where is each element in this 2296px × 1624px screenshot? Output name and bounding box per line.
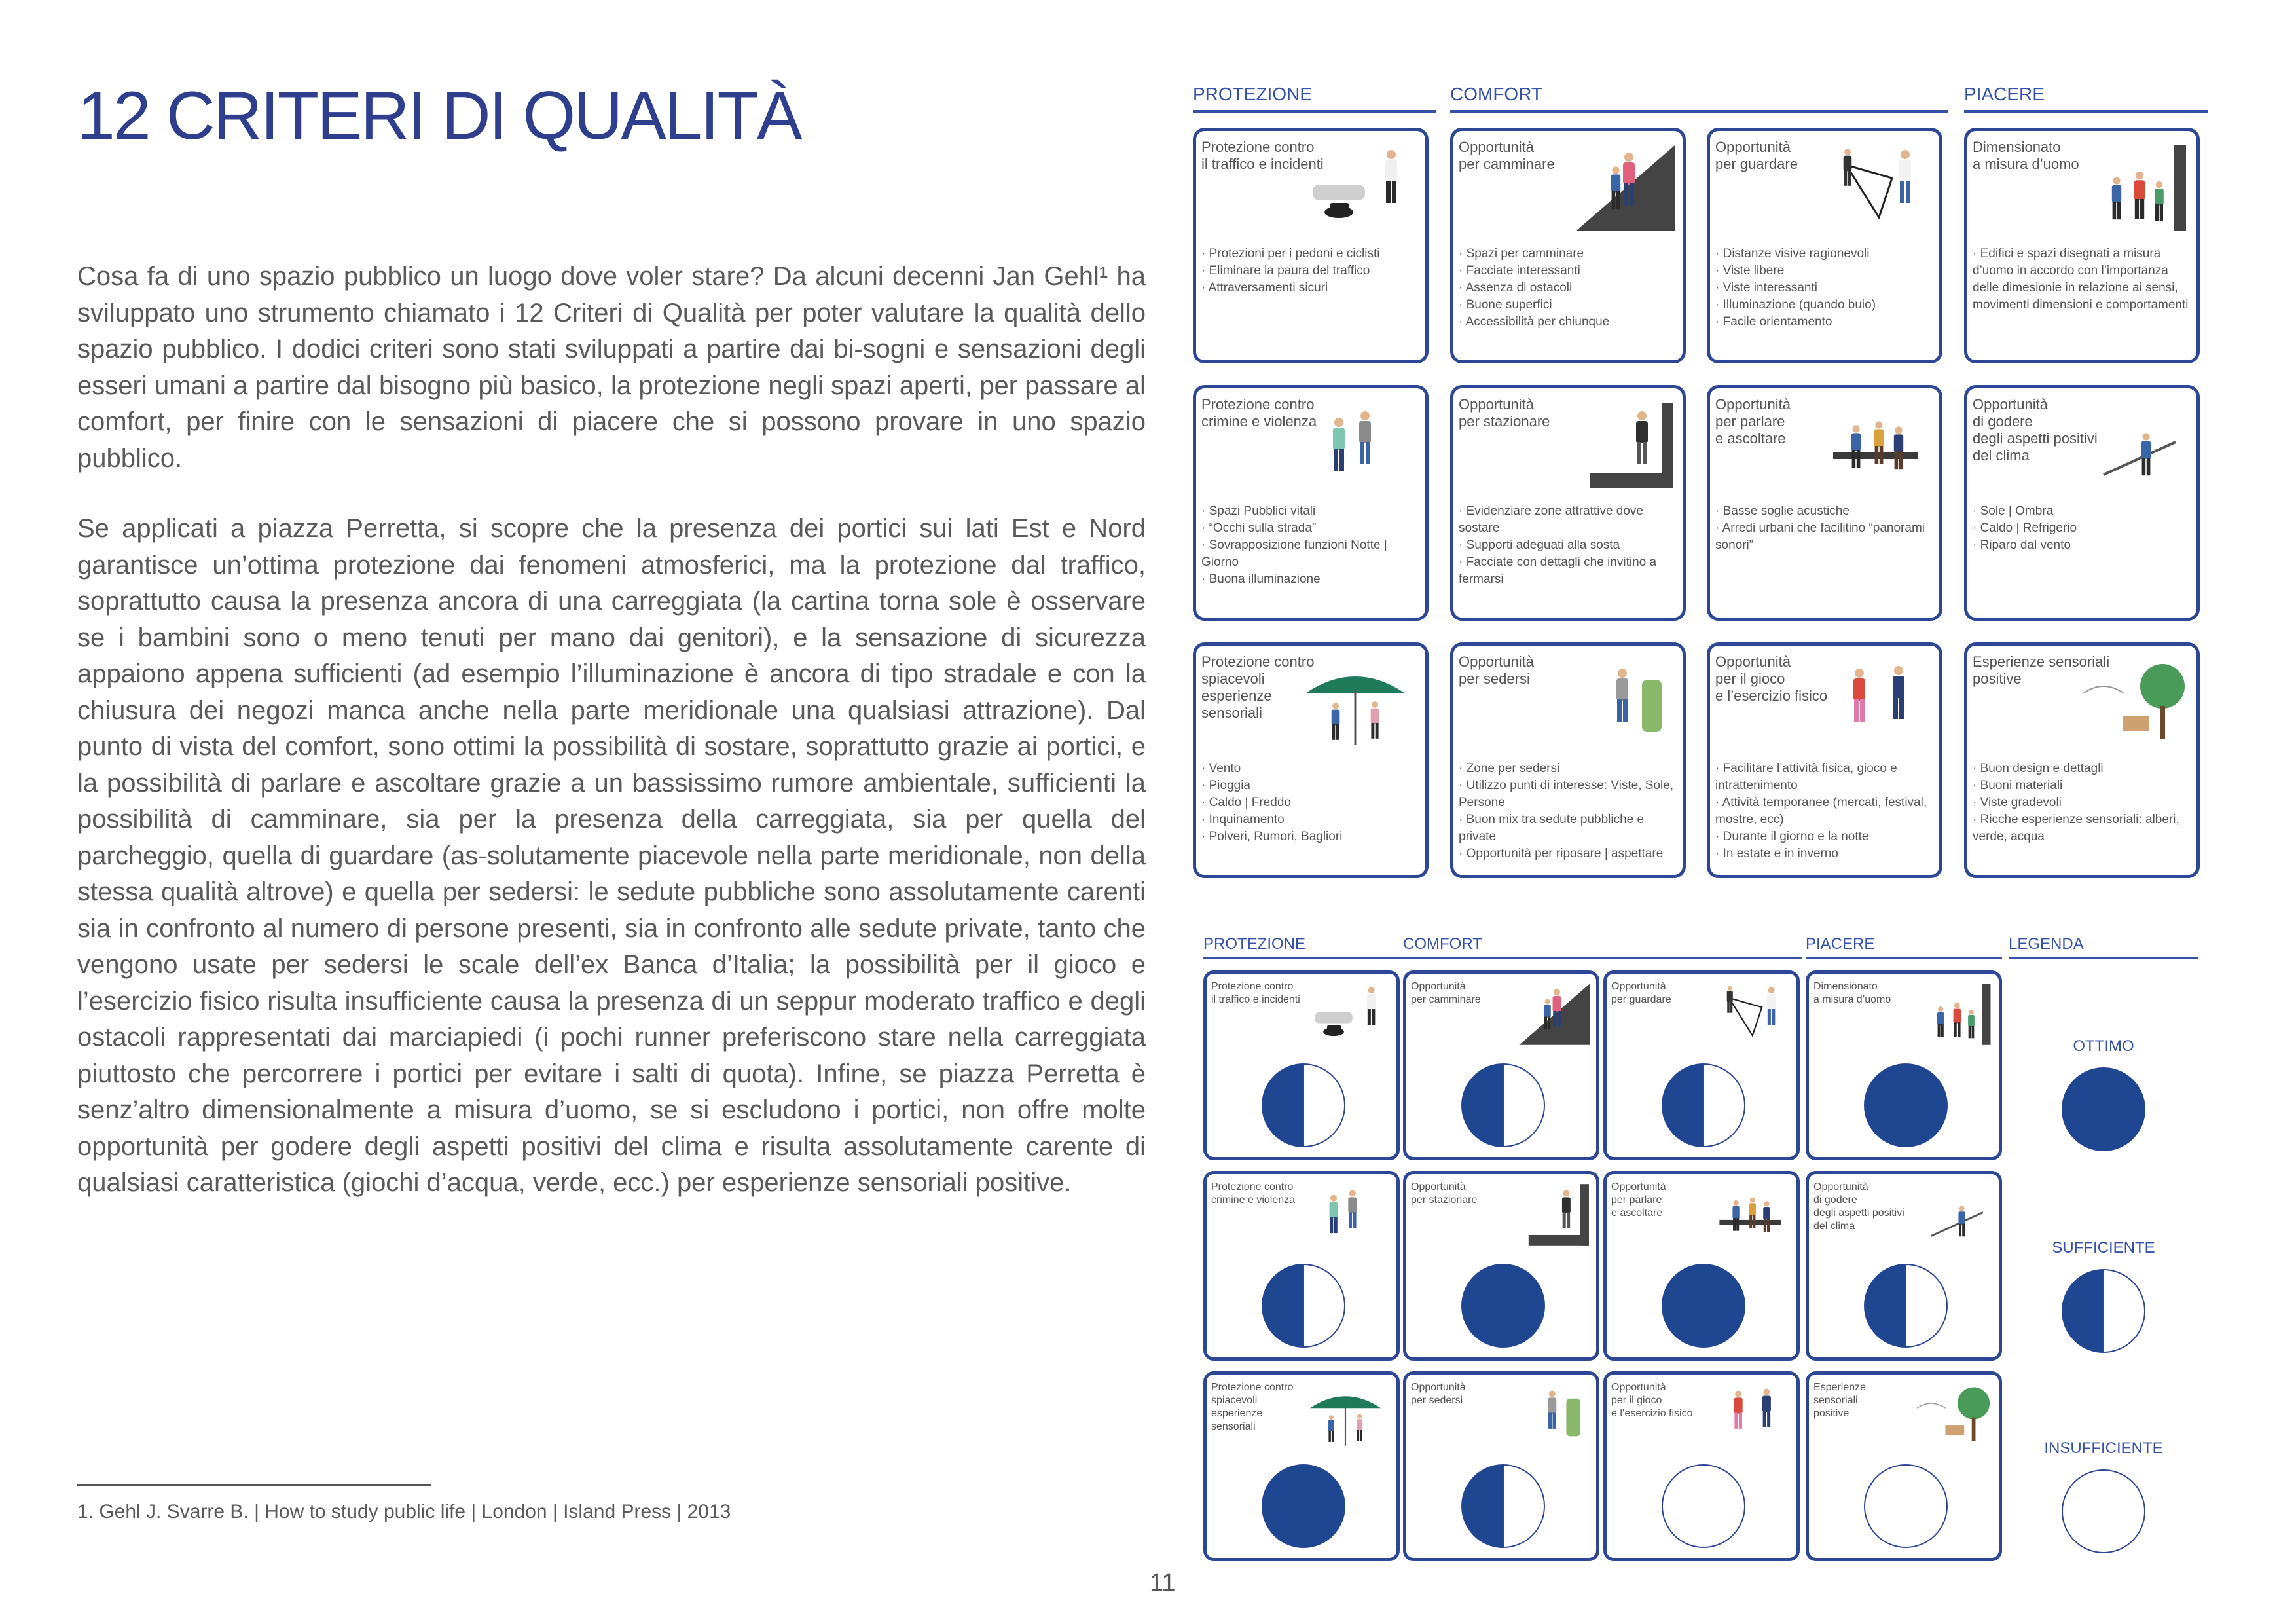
criterion-card <box>1450 642 1686 878</box>
rating-full-icon <box>1460 1263 1546 1349</box>
criterion-title: Opportunità per stazionare <box>1459 396 1550 430</box>
walking-icon <box>1499 979 1591 1050</box>
criterion-item: · Vento <box>1201 760 1424 777</box>
criterion-item: · Evidenziare zone attrattive dove sostare <box>1459 503 1681 537</box>
criterion-item: · Assenza di ostacoli <box>1459 280 1681 297</box>
criterion-item: · Ricche esperienze sensoriali: alberi, verde, acqua <box>1973 811 2195 845</box>
footnote-divider <box>77 1484 431 1486</box>
tree-icon <box>2064 654 2189 752</box>
criterion-item: · Distanze visive ragionevoli <box>1715 246 1938 263</box>
criterion-item: · Spazi Pubblici vitali <box>1201 503 1424 520</box>
rating-card <box>1603 970 1800 1160</box>
criterion-list <box>1973 503 2195 554</box>
criterion-list <box>1973 760 2195 845</box>
category-protezione: PROTEZIONE <box>1193 84 1313 104</box>
criterion-list <box>1715 503 1938 554</box>
talking-icon <box>1807 396 1931 494</box>
rating-card-title: Esperienze sensoriali positive <box>1813 1382 1867 1419</box>
standing-icon <box>1550 396 1675 494</box>
rating-card <box>1403 970 1599 1160</box>
looking-icon <box>1807 139 1931 237</box>
rating-full-icon <box>1863 1062 1949 1149</box>
criterion-card <box>1450 128 1686 363</box>
criterion-item: · Eliminare la paura del traffico <box>1201 263 1424 280</box>
umbrella-icon <box>1300 1380 1391 1450</box>
criterion-item: · Sovrapposizione funzioni Notte | Giorno <box>1201 537 1424 571</box>
criterion-list <box>1201 760 1424 845</box>
summary-category-comfort: COMFORT <box>1403 935 1482 953</box>
climate-icon <box>2064 396 2189 494</box>
rating-card <box>1806 970 2002 1160</box>
criterion-card <box>1964 385 2200 621</box>
summary-category-line-piacere <box>1806 957 2002 959</box>
sitting-icon <box>1499 1380 1591 1450</box>
criterion-item: · Inquinamento <box>1201 811 1424 828</box>
criterion-title: Protezione contro crimine e violenza <box>1201 396 1317 430</box>
standing-icon <box>1499 1179 1591 1250</box>
criterion-item: · Edifici e spazi disegnati a misura d’uomo in accordo con l’importanza delle dimesionie in relazione ai sensi, movimenti dimensioni e comportamenti <box>1973 246 2195 314</box>
criterion-item: · Polveri, Rumori, Bagliori <box>1201 828 1424 845</box>
criterion-item: · “Occhi sulla strada” <box>1201 520 1424 537</box>
rating-card <box>1203 1371 1400 1561</box>
umbrella-icon <box>1293 654 1417 752</box>
criterion-item: · Caldo | Refrigerio <box>1973 520 2195 537</box>
criterion-item: · Pioggia <box>1201 777 1424 794</box>
criterion-list <box>1973 246 2195 314</box>
looking-icon <box>1700 979 1791 1050</box>
criterion-item: · Facciate interessanti <box>1459 263 1681 280</box>
criterion-item: · Attività temporanee (mercati, festival, mostre, ecc) <box>1715 794 1938 828</box>
criterion-item: · In estate e in inverno <box>1715 845 1938 862</box>
rating-card <box>1603 1171 1800 1361</box>
play-icon <box>1700 1380 1791 1450</box>
summary-category-line-protezione <box>1203 957 1408 959</box>
rating-card-title: Opportunità per guardare <box>1611 981 1671 1005</box>
criterion-title: Opportunità per camminare <box>1459 139 1555 172</box>
criterion-card <box>1707 642 1942 878</box>
human-scale-icon <box>1902 979 1994 1050</box>
page-number: 11 <box>1150 1569 1176 1596</box>
rating-card <box>1203 970 1400 1160</box>
criterion-item: · Facile orientamento <box>1715 314 1938 331</box>
criterion-item: · Attraversamenti sicuri <box>1201 280 1424 297</box>
criterion-item: · Viste interessanti <box>1715 280 1938 297</box>
rating-card-title: Opportunità per camminare <box>1411 981 1481 1005</box>
category-line-piacere <box>1964 110 2208 113</box>
criterion-title: Opportunità di godere degli aspetti positivi del clima <box>1973 396 2098 464</box>
rating-card-title: Protezione contro spiacevoli esperienze sensoriali <box>1211 1382 1294 1432</box>
criterion-card <box>1450 385 1686 621</box>
intro-paragraph: Cosa fa di uno spazio pubblico un luogo dove voler stare? Da alcuni decenni Jan Gehl¹ ha sviluppato uno strumento chiamato i 12 Criteri di Qualità per poter valutare la qualità dello spazio pubblico. I dodici criteri sono stati sviluppati a partire dai bi-sogni e sensazioni degli esseri umani a partire dal bisogno più basico, la protezione negli spazi aperti, per passare al comfort, per finire con le sensazioni di piacere che si possono provare in uno spazio pubblico. <box>77 262 1146 473</box>
rating-card <box>1806 1171 2002 1361</box>
rating-card-title: Opportunità per parlare e ascoltare <box>1611 1181 1666 1219</box>
rating-card <box>1806 1371 2002 1561</box>
criterion-item: · Basse soglie acustiche <box>1715 503 1938 520</box>
criterion-item: · Viste libere <box>1715 263 1938 280</box>
human-scale-icon <box>2064 139 2189 237</box>
rating-full-icon <box>1260 1463 1347 1549</box>
criterion-item: · Sole | Ombra <box>1973 503 2195 520</box>
rating-card-title: Opportunità per sedersi <box>1411 1382 1466 1406</box>
sitting-icon <box>1550 654 1675 752</box>
criterion-card <box>1964 128 2200 363</box>
traffic-icon <box>1293 139 1417 237</box>
legend-label: INSUFFICIENTE <box>2044 1439 2163 1457</box>
criterion-item: · Durante il giorno e la notte <box>1715 828 1938 845</box>
rating-card <box>1403 1171 1599 1361</box>
climate-icon <box>1902 1179 1994 1250</box>
criterion-list <box>1715 246 1938 331</box>
legend-half-icon <box>2060 1268 2147 1354</box>
criterion-title: Dimensionato a misura d’uomo <box>1973 139 2079 172</box>
rating-card <box>1603 1371 1800 1561</box>
category-line-comfort <box>1450 110 1948 113</box>
rating-half-icon <box>1863 1263 1949 1349</box>
criterion-item: · Illuminazione (quando buio) <box>1715 297 1938 314</box>
rating-half-icon <box>1660 1062 1747 1149</box>
criterion-card <box>1193 128 1429 363</box>
tree-icon <box>1902 1380 1994 1450</box>
criterion-item: · Supporti adeguati alla sosta <box>1459 537 1681 554</box>
traffic-icon <box>1300 979 1391 1050</box>
criterion-item: · Buone superfici <box>1459 297 1681 314</box>
page-title: 12 CRITERI DI QUALITÀ <box>77 78 801 154</box>
criterion-item: · Facilitare l’attività fisica, gioco e intrattenimento <box>1715 760 1938 794</box>
summary-category-line-comfort <box>1403 957 1802 959</box>
criterion-item: · Zone per sedersi <box>1459 760 1681 777</box>
rating-card-title: Opportunità per il gioco e l’esercizio fisico <box>1611 1382 1693 1419</box>
criterion-item: · Caldo | Freddo <box>1201 794 1424 811</box>
rating-card-title: Protezione contro crimine e violenza <box>1211 1181 1296 1206</box>
legend-full-icon <box>2060 1066 2147 1153</box>
talking-icon <box>1700 1179 1791 1250</box>
criterion-item: · Buon mix tra sedute pubbliche e private <box>1459 811 1681 845</box>
summary-category-legenda: LEGENDA <box>2009 935 2084 953</box>
summary-category-protezione: PROTEZIONE <box>1203 935 1306 953</box>
footnote: 1. Gehl J. Svarre B. | How to study public life | London | Island Press | 2013 <box>77 1501 731 1522</box>
rating-card <box>1203 1171 1400 1361</box>
criterion-title: Opportunità per parlare e ascoltare <box>1715 396 1791 447</box>
criterion-item: · Buona illuminazione <box>1201 571 1424 588</box>
rating-half-icon <box>1460 1463 1546 1549</box>
criterion-card <box>1193 642 1429 878</box>
criterion-title: Esperienze sensoriali positive <box>1973 654 2110 687</box>
criterion-title: Protezione contro spiacevoli esperienze sensoriali <box>1201 654 1315 721</box>
rating-card-title: Dimensionato a misura d’uomo <box>1813 981 1891 1005</box>
criterion-item: · Riparo dal vento <box>1973 537 2195 554</box>
legend-empty-icon <box>2060 1468 2147 1555</box>
criterion-item: · Spazi per camminare <box>1459 246 1681 263</box>
criterion-list <box>1201 246 1424 297</box>
criterion-list <box>1201 503 1424 588</box>
criterion-card <box>1707 385 1942 621</box>
walking-icon <box>1550 139 1675 237</box>
legend-label: OTTIMO <box>2073 1037 2134 1055</box>
summary-category-piacere: PIACERE <box>1806 935 1875 953</box>
criterion-item: · Protezioni per i pedoni e ciclisti <box>1201 246 1424 263</box>
legend-label: SUFFICIENTE <box>2052 1239 2155 1257</box>
criterion-title: Opportunità per sedersi <box>1459 654 1534 687</box>
criterion-list <box>1459 503 1681 588</box>
criterion-item: · Buon design e dettagli <box>1973 760 2195 777</box>
rating-card-title: Protezione contro il traffico e incidenti <box>1211 981 1300 1005</box>
criterion-item: · Opportunità per riposare | aspettare <box>1459 845 1681 862</box>
rating-empty-icon <box>1660 1463 1747 1549</box>
rating-half-icon <box>1460 1062 1546 1149</box>
play-icon <box>1807 654 1931 752</box>
rating-half-icon <box>1260 1062 1347 1149</box>
criterion-item: · Utilizzo punti di interesse: Viste, Sole, Persone <box>1459 777 1681 811</box>
criterion-card <box>1193 385 1429 621</box>
criterion-title: Opportunità per guardare <box>1715 139 1798 172</box>
criterion-list <box>1459 760 1681 862</box>
criterion-card <box>1964 642 2200 878</box>
criterion-list <box>1459 246 1681 331</box>
category-piacere: PIACERE <box>1964 84 2045 104</box>
criterion-card <box>1707 128 1942 363</box>
crime-icon <box>1300 1179 1391 1250</box>
criterion-list <box>1715 760 1938 862</box>
criterion-item: · Accessibilità per chiunque <box>1459 314 1681 331</box>
criterion-title: Protezione contro il traffico e incidenti <box>1201 139 1324 172</box>
criterion-item: · Facciate con dettagli che invitino a fermarsi <box>1459 554 1681 588</box>
rating-card-title: Opportunità per stazionare <box>1411 1181 1478 1206</box>
category-line-protezione <box>1193 110 1436 113</box>
criterion-item: · Arredi urbani che facilitino “panorami sonori” <box>1715 520 1938 554</box>
criterion-title: Opportunità per il gioco e l’esercizio fisico <box>1715 654 1828 704</box>
rating-card-title: Opportunità di godere degli aspetti positivi del clima <box>1813 1181 1904 1232</box>
category-comfort: COMFORT <box>1450 84 1543 104</box>
summary-category-line-legenda <box>2009 957 2198 959</box>
criterion-item: · Viste gradevoli <box>1973 794 2195 811</box>
rating-half-icon <box>1260 1263 1347 1349</box>
rating-card <box>1403 1371 1599 1561</box>
rating-full-icon <box>1660 1263 1747 1349</box>
rating-empty-icon <box>1863 1463 1949 1549</box>
criterion-item: · Buoni materiali <box>1973 777 2195 794</box>
analysis-paragraph: Se applicati a piazza Perretta, si scopre che la presenza dei portici sui lati Est e Nord garantisce un’ottima protezione dai fenomeni atmosferici, ma la protezione dal traffico, soprattutto causa la presenza ancora di una carreggiata (la cartina torna sole è osservare se i bambini sono o meno tenuti per mano dai genitori), e la sensazione di sicurezza appaiono appena sufficienti (ad esempio l’illuminazione è ancora di tipo stradale e con la chiusura dei negozi manca anche nella parte meridionale una qualsiasi attrazione). Dal punto di vista del comfort, sono ottimi la possibilità di sostare, soprattutto grazie ai portici, e la possibilità di parlare e ascoltare grazie a un bassissimo rumore ambientale, sufficienti la possibilità di camminare, sia per la presenza della carreggiata, sia per quella del parcheggio, quella di guardare (as-solutamente piacevole nella parte meridionale, non della stessa qualità altrove) e quella per sedersi: le sedute pubbliche sono assolutamente carenti sia in confronto al numero di persone presenti, sia in confronto alle sedute private, tanto che vengono usate per sedersi le scale dell’ex Banca d’Italia; la possibilità per il gioco e l’esercizio fisico risulta insufficiente causa la presenza di un seppur moderato traffico e degli ostacoli rappresentati dai marciapiedi (i pochi runner preferiscono stare nella carreggiata piuttosto che percorrere i portici per evitare i salti di quota). Infine, se piazza Perretta è senz’altro dimensionalmente a misura d’uomo, se si escludono i portici, non offre molte opportunità per godere degli aspetti positivi del clima e risulta assolutamente carente di qualsiasi caratteristica (giochi d’acqua, verde, ecc.) per esperienze sensoriali positive. <box>77 514 1146 1197</box>
crime-icon <box>1293 396 1417 494</box>
